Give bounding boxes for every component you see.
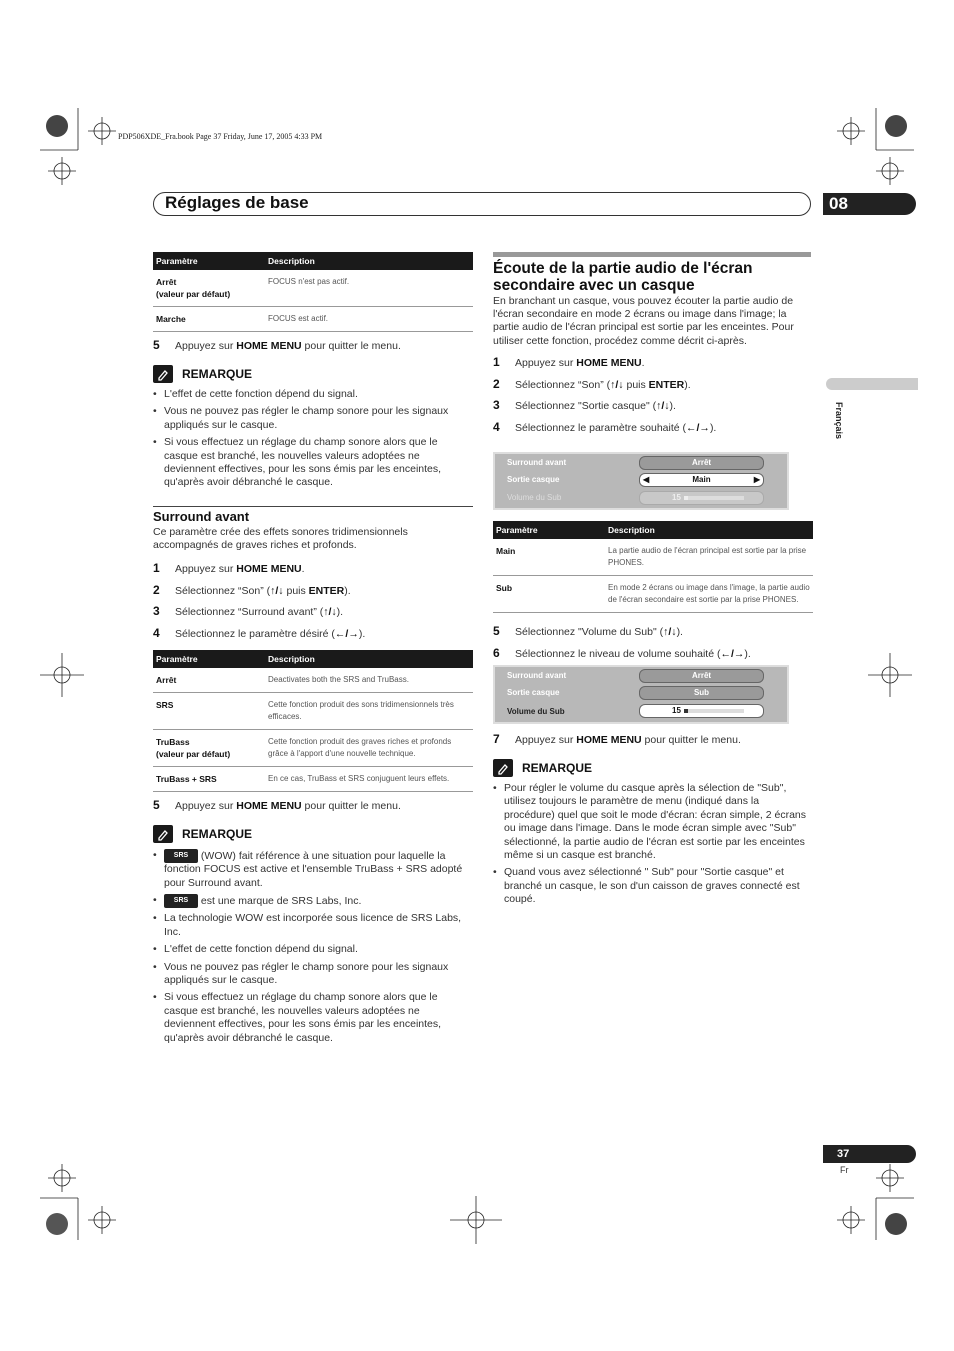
table-row: TruBass + SRS En ce cas, TruBass et SRS conjuguent leurs effets. bbox=[153, 767, 473, 792]
param-name: Arrêt bbox=[156, 277, 177, 287]
page-title: Réglages de base bbox=[165, 193, 309, 212]
osd-label: Sortie casque bbox=[507, 688, 560, 697]
step: 2 Sélectionnez “Son” (↑/↓ puis ENTER). bbox=[153, 582, 351, 597]
list-item: • SRS (WOW) fait référence à une situation pour laquelle la fonction FOCUS est active et l'ensemble TruBass + SRS adopté pour Surround avant. bbox=[153, 849, 473, 890]
osd-label: Sortie casque bbox=[507, 475, 560, 484]
osd-label: Surround avant bbox=[507, 671, 567, 680]
section-intro: En branchant un casque, vous pouvez écouter la partie audio de l'écran secondaire en mode 2 écrans ou image dans l'image; la partie audio de l'écran principal est sortie par les enceintes. Pour utiliser cette fonction, procédez comme décrit ci-après. bbox=[493, 295, 794, 347]
table-row: Arrêt Deactivates both the SRS and TruBass. bbox=[153, 668, 473, 693]
steps bbox=[493, 621, 811, 665]
focus-param-table bbox=[153, 252, 473, 332]
table-header-desc: Description bbox=[265, 252, 473, 270]
list-item: • SRS est une marque de SRS Labs, Inc. bbox=[153, 894, 473, 908]
pencil-icon bbox=[153, 825, 173, 843]
left-column bbox=[153, 252, 473, 1049]
surround-param-table bbox=[153, 650, 473, 792]
step: 6 Sélectionnez le niveau de volume souhaité (←/→). bbox=[493, 646, 751, 660]
chapter-badge: 08 bbox=[823, 193, 916, 215]
note-heading: REMARQUE bbox=[153, 825, 473, 843]
table-row: Main La partie audio de l'écran principal est sortie par la prise PHONES. bbox=[493, 539, 813, 576]
table-header-param: Paramètre bbox=[493, 521, 605, 539]
param-desc: FOCUS est actif. bbox=[265, 307, 473, 332]
step: 1 Appuyez sur HOME MENU. bbox=[493, 354, 645, 369]
list-item: • Pour régler le volume du casque après la sélection de "Sub", utilisez toujours le paramètre de menu (indiqué dans la procédure) quel que soit le mode d'écran: écran simple, 2 écrans ou image dans l'image. Dans le mode écran simple avec "Sub" sélectionné, la partie audio de l'écran est sortie par les enceintes même si un casque est branché. bbox=[493, 782, 811, 862]
step: 1 Appuyez sur HOME MENU. bbox=[153, 561, 305, 576]
pencil-icon bbox=[493, 759, 513, 777]
step: 3 Sélectionnez "Sortie casque" (↑/↓). bbox=[493, 398, 676, 413]
osd-value-selected[interactable]: ◀ Main ▶ bbox=[639, 473, 764, 487]
osd-value[interactable]: Arrêt bbox=[639, 456, 764, 470]
section-title: Écoute de la partie audio de l'écran secondaire avec un casque bbox=[493, 260, 753, 294]
osd-label: Surround avant bbox=[507, 458, 567, 467]
list-item: • Vous ne pouvez pas régler le champ sonore pour les signaux appliqués sur le casque. bbox=[153, 405, 473, 432]
steps bbox=[493, 352, 811, 439]
list-item: • La technologie WOW est incorporée sous licence de SRS Labs, Inc. bbox=[153, 912, 473, 939]
section-heading: Surround avant bbox=[153, 508, 250, 524]
page-number: 37 bbox=[823, 1145, 916, 1163]
table-row bbox=[153, 270, 473, 307]
table-header-desc: Description bbox=[605, 521, 813, 539]
param-default: (valeur par défaut) bbox=[156, 289, 231, 299]
right-column-lower bbox=[493, 732, 811, 911]
file-info-line: PDP506XDE_Fra.book Page 37 Friday, June 17, 2005 4:33 PM bbox=[118, 132, 323, 141]
list-item: • Si vous effectuez un réglage du champ sonore alors que le casque est branché, les nouvelles valeurs adoptées ne deviennent effectives, pour les sons émis par les enceintes, qu'après avoir débranché le casque. bbox=[153, 991, 473, 1045]
section-bar bbox=[493, 252, 811, 257]
note-list bbox=[493, 782, 811, 907]
right-column bbox=[493, 252, 811, 439]
list-item: • Si vous effectuez un réglage du champ sonore alors que le casque est branché, les nouvelles valeurs adoptées ne deviennent effectives, pour les sons émis par les enceintes, qu'après avoir débranché le casque. bbox=[153, 436, 473, 490]
language-label: Français bbox=[834, 402, 844, 440]
step: 2 Sélectionnez “Son” (↑/↓ puis ENTER). bbox=[493, 376, 691, 391]
step: 5 Appuyez sur HOME MENU pour quitter le menu. bbox=[153, 798, 401, 813]
note-list bbox=[153, 388, 473, 490]
table-header-param: Paramètre bbox=[153, 252, 265, 270]
language-tab bbox=[826, 378, 918, 390]
osd-slider[interactable]: 15 bbox=[639, 704, 764, 718]
list-item: • Quand vous avez sélectionné " Sub" pour "Sortie casque" et branché un casque, le son d'un caisson de graves connecté est coupé. bbox=[493, 866, 811, 906]
pencil-icon bbox=[153, 365, 173, 383]
step: 5 Sélectionnez "Volume du Sub" (↑/↓). bbox=[493, 624, 683, 638]
page-language: Fr bbox=[840, 1165, 849, 1175]
list-item: • L'effet de cette fonction dépend du signal. bbox=[153, 388, 473, 401]
list-item: • L'effet de cette fonction dépend du signal. bbox=[153, 943, 473, 956]
osd-value[interactable]: Arrêt bbox=[639, 669, 764, 683]
osd-label: Volume du Sub bbox=[507, 707, 565, 716]
steps bbox=[153, 558, 473, 644]
step: 5 Appuyez sur HOME MENU pour quitter le menu. bbox=[153, 338, 401, 352]
srs-logo-icon: SRS bbox=[164, 849, 198, 863]
step: 4 Sélectionnez le paramètre souhaité (←/→). bbox=[493, 420, 717, 435]
step: 3 Sélectionnez “Surround avant” (↑/↓). bbox=[153, 604, 344, 619]
section-intro: Ce paramètre crée des effets sonores tridimensionnels accompagnés de graves riches et profonds. bbox=[153, 525, 408, 552]
list-item: • Vous ne pouvez pas régler le champ sonore pour les signaux appliqués sur le casque. bbox=[153, 961, 473, 988]
table-header-param: Paramètre bbox=[153, 650, 265, 668]
note-heading: REMARQUE bbox=[493, 759, 811, 777]
table-header-desc: Description bbox=[265, 650, 473, 668]
table-row: SRS Cette fonction produit des sons tridimensionnels très efficaces. bbox=[153, 693, 473, 730]
step: 7 Appuyez sur HOME MENU pour quitter le menu. bbox=[493, 732, 741, 746]
osd-menu-panel bbox=[493, 452, 789, 510]
table-row: Sub En mode 2 écrans ou image dans l'image, la partie audio de l'écran secondaire est sortie par la prise PHONES. bbox=[493, 576, 813, 613]
note-list bbox=[153, 849, 473, 1045]
param-desc: FOCUS n'est pas actif. bbox=[265, 270, 473, 307]
table-row: TruBass (valeur par défaut) Cette fonction produit des graves riches et profonds grâce à l'apport d'une nouvelle technique. bbox=[153, 730, 473, 767]
osd-slider[interactable]: 15 bbox=[639, 491, 764, 505]
param-name: Marche bbox=[153, 307, 265, 332]
osd-menu-panel bbox=[493, 665, 789, 724]
osd-label: Volume du Sub bbox=[507, 493, 562, 502]
osd-value[interactable]: Sub bbox=[639, 686, 764, 700]
table-row bbox=[153, 307, 473, 332]
headphone-param-table bbox=[493, 521, 813, 613]
srs-logo-icon: SRS bbox=[164, 894, 198, 908]
step: 4 Sélectionnez le paramètre désiré (←/→). bbox=[153, 625, 366, 640]
note-heading: REMARQUE bbox=[153, 365, 473, 383]
